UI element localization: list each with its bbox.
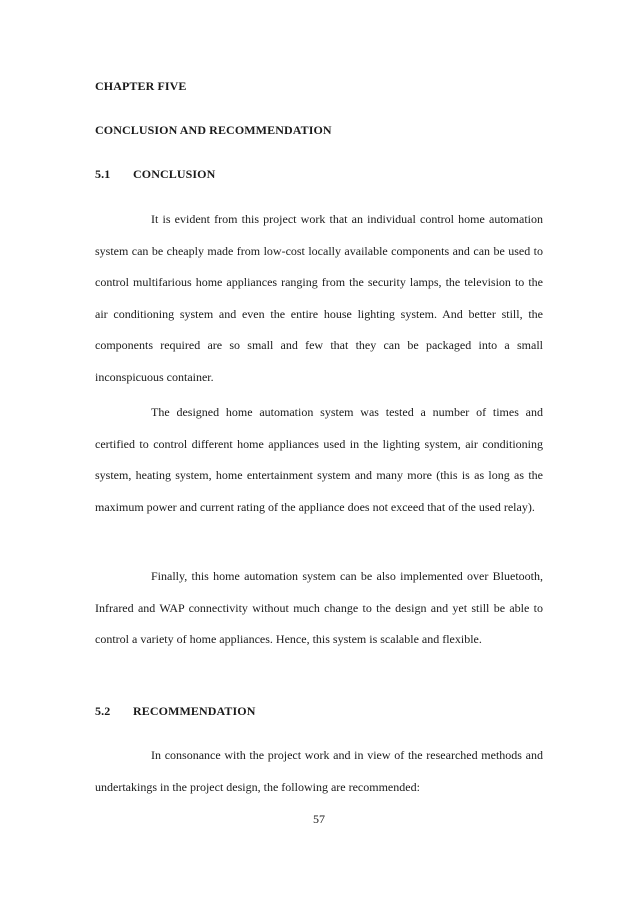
chapter-title: CHAPTER FIVE: [95, 79, 187, 93]
section-title: CONCLUSION: [133, 167, 216, 181]
chapter-subtitle: CONCLUSION AND RECOMMENDATION: [95, 123, 332, 137]
paragraph: In consonance with the project work and in view of the researched methods and undertakings in the project design, the following are recommended:: [95, 748, 543, 794]
page-number: 57: [313, 812, 325, 826]
paragraph: Finally, this home automation system can be also implemented over Bluetooth, Infrared and WAP connectivity without much change to the design and yet still be able to control a variety of home appliances. Hence, this system is scalable and flexible.: [95, 569, 543, 646]
paragraph: It is evident from this project work that an individual control home automation system can be cheaply made from low-cost locally available components and can be used to control multifarious home appliances ranging from the security lamps, the television to the air conditioning system and even the entire house lighting system. And better still, the components required are so small and few that they can be packaged into a small inconspicuous container.: [95, 212, 543, 384]
section-title: RECOMMENDATION: [133, 704, 256, 718]
section-number: 5.1: [95, 167, 111, 181]
paragraph: The designed home automation system was tested a number of times and certified to control different home appliances used in the lighting system, air conditioning system, heating system, home entertainment system and many more (this is as long as the maximum power and current rating of the appliance does not exceed that of the used relay).: [95, 405, 543, 514]
section-number: 5.2: [95, 704, 111, 718]
